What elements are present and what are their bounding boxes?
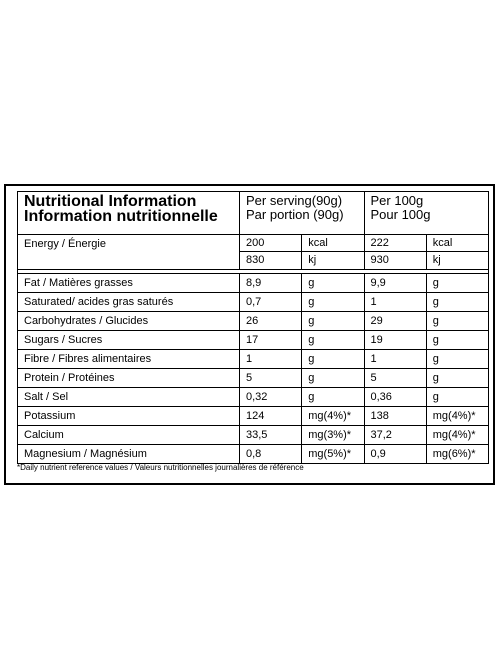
nutrient-row — [18, 350, 489, 369]
nutrition-label — [4, 184, 495, 485]
per100-unit: mg(6%)* — [426, 445, 488, 464]
serving-value: 17 — [240, 331, 302, 350]
title-cell — [18, 192, 240, 235]
nutrient-label: Protein / Protéines — [18, 369, 240, 388]
energy-kj-unit-100: kj — [426, 252, 488, 270]
per-serving-fr: Par portion (90g) — [246, 207, 344, 222]
serving-unit: mg(3%)* — [302, 426, 364, 445]
nutrient-label: Fat / Matières grasses — [18, 274, 240, 293]
footnote: *Daily nutrient reference values / Valeurs nutritionnelles journalières de référence — [17, 463, 304, 472]
per100-unit: mg(4%)* — [426, 407, 488, 426]
nutrient-label: Salt / Sel — [18, 388, 240, 407]
per100-unit: g — [426, 312, 488, 331]
serving-value: 8,9 — [240, 274, 302, 293]
energy-kcal-row — [18, 235, 489, 252]
serving-unit: mg(4%)* — [302, 407, 364, 426]
energy-kj-unit: kj — [302, 252, 364, 270]
per100-value: 138 — [364, 407, 426, 426]
per-100g-en: Per 100g — [370, 193, 424, 208]
per100-value: 0,36 — [364, 388, 426, 407]
nutrient-label: Calcium — [18, 426, 240, 445]
serving-value: 0,7 — [240, 293, 302, 312]
per100-value: 5 — [364, 369, 426, 388]
nutrient-row — [18, 331, 489, 350]
energy-kcal-unit-100: kcal — [426, 235, 488, 252]
per100-value: 0,9 — [364, 445, 426, 464]
energy-kj-serving: 830 — [240, 252, 302, 270]
nutrient-label: Sugars / Sucres — [18, 331, 240, 350]
nutrient-row — [18, 445, 489, 464]
nutrient-row — [18, 426, 489, 445]
per100-value: 1 — [364, 293, 426, 312]
serving-unit: g — [302, 388, 364, 407]
serving-unit: g — [302, 350, 364, 369]
per100-unit: g — [426, 350, 488, 369]
nutrient-label: Saturated/ acides gras saturés — [18, 293, 240, 312]
nutrient-row — [18, 369, 489, 388]
energy-kcal-serving: 200 — [240, 235, 302, 252]
serving-unit: mg(5%)* — [302, 445, 364, 464]
serving-unit: g — [302, 312, 364, 331]
per100-value: 37,2 — [364, 426, 426, 445]
per100-unit: g — [426, 369, 488, 388]
serving-unit: g — [302, 369, 364, 388]
nutrient-label: Magnesium / Magnésium — [18, 445, 240, 464]
serving-value: 5 — [240, 369, 302, 388]
nutrient-row — [18, 312, 489, 331]
title-en: Nutritional Information — [24, 193, 197, 210]
serving-unit: g — [302, 293, 364, 312]
per100-value: 29 — [364, 312, 426, 331]
per100-unit: g — [426, 293, 488, 312]
per100-value: 19 — [364, 331, 426, 350]
per100-value: 1 — [364, 350, 426, 369]
per100-unit: g — [426, 388, 488, 407]
energy-label: Energy / Énergie — [18, 235, 240, 270]
title-fr: Information nutritionnelle — [24, 208, 218, 225]
serving-value: 124 — [240, 407, 302, 426]
nutrient-row — [18, 293, 489, 312]
per-100g-header — [364, 192, 489, 235]
per100-unit: g — [426, 274, 488, 293]
nutrient-label: Potassium — [18, 407, 240, 426]
per-100g-fr: Pour 100g — [370, 207, 431, 222]
header-row — [18, 192, 489, 235]
serving-value: 1 — [240, 350, 302, 369]
serving-value: 33,5 — [240, 426, 302, 445]
nutrient-label: Fibre / Fibres alimentaires — [18, 350, 240, 369]
serving-value: 0,32 — [240, 388, 302, 407]
energy-kcal-per100: 222 — [364, 235, 426, 252]
nutrient-row — [18, 407, 489, 426]
nutrient-row — [18, 274, 489, 293]
nutrition-table — [17, 191, 489, 464]
energy-kj-per100: 930 — [364, 252, 426, 270]
serving-value: 0,8 — [240, 445, 302, 464]
serving-unit: g — [302, 274, 364, 293]
nutrient-row — [18, 388, 489, 407]
per100-unit: mg(4%)* — [426, 426, 488, 445]
per100-unit: g — [426, 331, 488, 350]
nutrient-label: Carbohydrates / Glucides — [18, 312, 240, 331]
per-serving-header — [240, 192, 365, 235]
serving-unit: g — [302, 331, 364, 350]
per-serving-en: Per serving(90g) — [246, 193, 343, 208]
serving-value: 26 — [240, 312, 302, 331]
energy-kcal-unit: kcal — [302, 235, 364, 252]
per100-value: 9,9 — [364, 274, 426, 293]
